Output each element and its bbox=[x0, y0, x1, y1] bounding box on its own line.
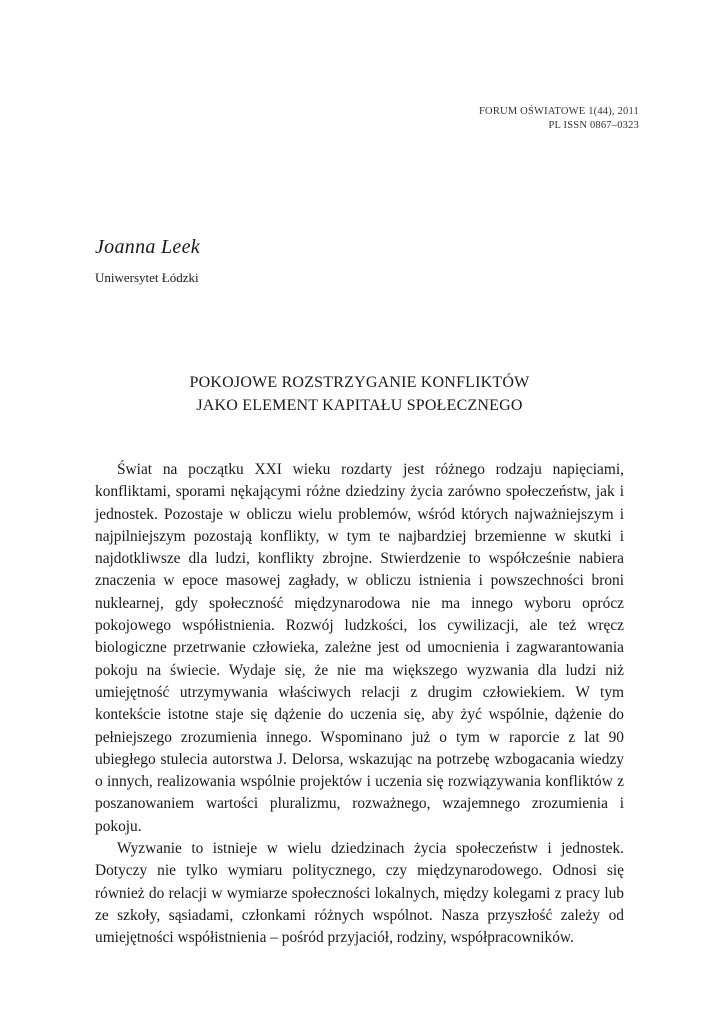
title-line-2: JAKO ELEMENT KAPITAŁU SPOŁECZNEGO bbox=[196, 397, 523, 414]
issn-number: PL ISSN 0867–0323 bbox=[548, 120, 639, 131]
paragraph-1: Świat na początku XXI wieku rozdarty jest różnego rodzaju napięciami, konfliktami, sporami nękającymi różne dziedziny życia zarówno społeczeństw, jak i jednostek. Pozostaje w obliczu wielu problemów, wśród których najważniejszym i najpilniejszym pozostają konflikty, w tym te najbardziej brzemienne w skutki i najdotkliwsze dla ludzi, konflikty zbrojne. Stwierdzenie to współcześnie nabiera znaczenia w epoce masowej zagłady, w obliczu istnienia i powszechności broni nuklearnej, gdy społeczność międzynarodowa nie ma innego wyboru oprócz pokojowego współistnienia. Rozwój ludzkości, los cywilizacji, ale też wręcz biologiczne przetrwanie człowieka, zależne jest od umocnienia i zagwarantowania pokoju na świecie. Wydaje się, że nie ma większego wyzwania dla ludzi niż umiejętność utrzymywania właściwych relacji z drugim człowiekiem. W tym kontekście istotne staje się dążenie do uczenia się, aby żyć wspólnie, dążenie do pełniejszego zrozumienia innego. Wspominano już o tym w raporcie z lat 90 ubiegłego stulecia autorstwa J. Delorsa, wskazując na potrzebę wzbogacania wiedzy o innych, realizowania wspólnie projektów i uczenia się rozwiązywania konfliktów z poszanowaniem wartości pluralizmu, rozważnego, wzajemnego zrozumienia i pokoju. bbox=[95, 461, 624, 835]
journal-citation: FORUM OŚWIATOWE 1(44), 2011 bbox=[479, 106, 639, 117]
author-affiliation: Uniwersytet Łódzki bbox=[95, 270, 199, 285]
article-title bbox=[95, 371, 624, 417]
title-line-1: POKOJOWE ROZSTRZYGANIE KONFLIKTÓW bbox=[189, 374, 530, 391]
journal-header bbox=[479, 105, 639, 133]
author-name: Joanna Leek bbox=[95, 236, 200, 258]
article-body bbox=[95, 459, 624, 950]
paragraph-2: Wyzwanie to istnieje w wielu dziedzinach życia społeczeństw i jednostek. Dotyczy nie tylko wymiaru politycznego, czy międzynarodowego. Odnosi się również do relacji w wymiarze społeczności lokalnych, między kolegami z pracy lub ze szkoły, sąsiadami, członkami różnych wspólnot. Nasza przyszłość zależy od umiejętności współistnienia – pośród przyjaciół, rodziny, współpracowników. bbox=[95, 840, 624, 947]
